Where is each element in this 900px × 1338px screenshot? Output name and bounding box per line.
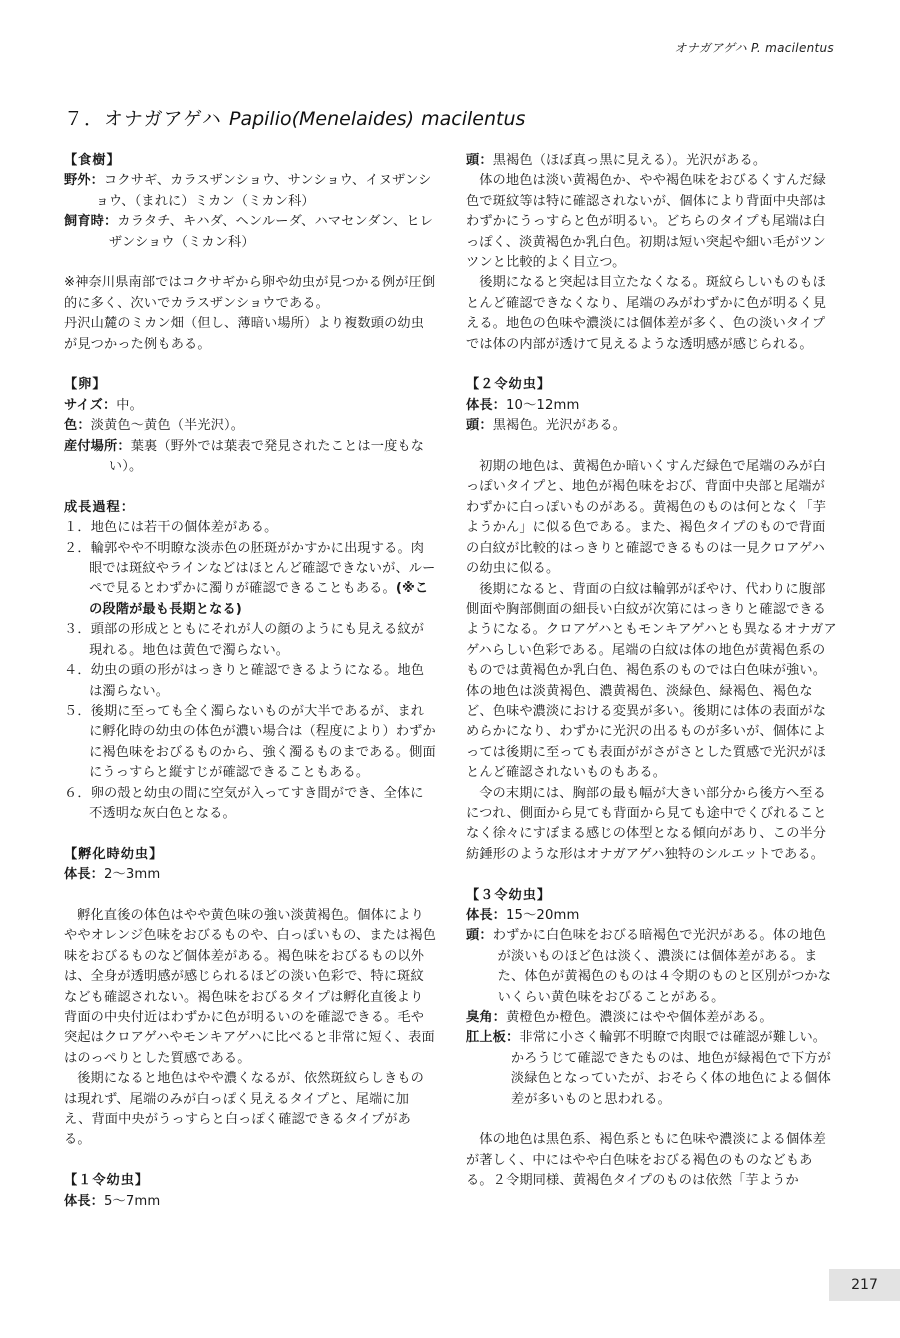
step-number: １． <box>64 520 91 536</box>
step-number: ６． <box>64 785 91 801</box>
growth-steps <box>64 518 436 824</box>
instar1-heading: 【１令幼虫】 <box>64 1173 150 1189</box>
egg-site-text: 葉裏（野外では葉表で発見されたことは一度もない）。 <box>108 438 425 475</box>
hatchling-paragraph-1: 孵化直後の体色はやや黄色味の強い淡黄褐色。個体によりややオレンジ色味をおびるものや、白っぽいもの、または褐色味をおびるものなど個体差がある。褐色味をおびるもの以外は、全身が透明感が感じられるほどの淡い色彩で、特に斑紋なども確認されない。褐色味をおびるタイプは孵化直後より背面の中央付近はわずかに色が明るいのを確認できる。毛や突起はクロアゲハやモンキアゲハに比べると非常に短く、表面はのっぺりとした質感である。 <box>64 907 436 1066</box>
food-plants-note-1: ※神奈川県南部ではコクサギから卵や幼虫が見つかる例が圧倒的に多く、次いでカラスザンショウである。 <box>64 275 436 311</box>
reared-label: 飼育時： <box>64 214 118 230</box>
growth-step <box>64 661 436 702</box>
reared-text: カラタチ、キハダ、ヘンルーダ、ハマセンダン、ヒレザンショウ（ミカン科） <box>108 214 434 250</box>
instar3-horn-label: 臭角： <box>466 1010 507 1026</box>
wild-text: コクサギ、カラスザンショウ、サンショウ、イヌザンショウ、（まれに）ミカン（ミカン科） <box>95 173 432 209</box>
egg-color-text: 淡黄色〜黄色（半光沢）。 <box>90 418 245 434</box>
instar1-length-label: 体長： <box>64 1193 105 1209</box>
title-species: macilentus <box>421 108 526 130</box>
hatchling-length-text: 2〜3mm <box>104 867 161 883</box>
running-head: オナガアゲハ P. macilentus <box>674 41 834 55</box>
egg-size <box>64 396 436 416</box>
egg-color <box>64 416 436 436</box>
egg-color-label: 色： <box>64 418 91 434</box>
growth-heading: 成長過程： <box>64 499 135 515</box>
growth-step <box>64 620 436 661</box>
instar3-plate-label: 肛上板： <box>466 1030 520 1046</box>
hatchling-length <box>64 865 436 885</box>
instar1-head <box>466 151 838 171</box>
instar2-paragraph-1: 初期の地色は、黄褐色か暗いくすんだ緑色で尾端のみが白っぽいタイプと、地色が褐色味をおび、背面中央部と尾端がわずかに白っぽいものがある。黄褐色のものは何となく「芋ようかん」に似る色である。また、褐色タイプのもので背面の白紋が比較的はっきりと確認できるものは一見クロアゲハの幼虫に似る。 <box>466 459 827 577</box>
instar3-osmeterium <box>466 1008 838 1028</box>
instar1-paragraph-2: 後期になると突起は目立たなくなる。斑紋らしいものもほとんど確認できなくなり、尾端のみがわずかに色が明るく見える。地色の色味や濃淡には個体差が多く、色の淡いタイプでは体の内部が透けて見えるような透明感が感じられる。 <box>466 275 827 352</box>
instar1-head-label: 頭： <box>466 153 493 168</box>
title-subgenus: (Menelaides) <box>291 108 415 130</box>
title-japanese-name: オナガアゲハ <box>104 108 222 130</box>
growth-step <box>64 702 436 784</box>
right-column <box>466 151 838 1192</box>
instar2-paragraph-3: 令の末期には、胸部の最も幅が大きい部分から後方へ至るにつれ、側面から見ても背面から見ても途中でくびれることなく徐々にすぼまる感じの体型となる傾向があり、この半分紡錘形のような形はオナガアゲハ独特のシルエットである。 <box>466 785 827 862</box>
instar2-head <box>466 416 838 436</box>
step-text: 地色には若干の個体差がある。 <box>90 520 278 536</box>
instar3-length <box>466 906 838 926</box>
instar2-head-label: 頭： <box>466 418 493 434</box>
instar3-length-text: 15〜20mm <box>506 907 580 923</box>
instar2-head-text: 黒褐色。光沢がある。 <box>492 418 627 434</box>
instar1-head-text: 黒褐色（ほぼ真っ黒に見える）。光沢がある。 <box>492 153 767 168</box>
wild-label: 野外： <box>64 173 105 189</box>
step-number: ４． <box>64 663 91 679</box>
instar1-length <box>64 1192 436 1212</box>
instar3-paragraph-1: 体の地色は黒色系、褐色系ともに色味や濃淡による個体差が著しく、中にはやや白色味をおびる褐色のものなどもある。２令期同様、黄褐色タイプのものは依然「芋ようか <box>466 1132 826 1189</box>
step-number: ５． <box>64 703 91 719</box>
title-number: ７． <box>64 108 105 130</box>
instar3-horn-text: 黄橙色か橙色。濃淡にはやや個体差がある。 <box>506 1010 773 1026</box>
instar3-head-text: わずかに白色味をおびる暗褐色で光沢がある。体の地色が淡いものほど色は淡く、濃淡には個体差がある。また、体色が黄褐色のものは４令期のものと区別がつかないくらい黄色味をおびることがある。 <box>492 928 832 1005</box>
step-number: ３． <box>64 622 91 638</box>
step-text: 幼虫の頭の形がはっきりと確認できるようになる。地色は濁らない。 <box>89 663 425 699</box>
step-text: 卵の殻と幼虫の間に空気が入ってすき間ができ、全体に不透明な灰白色となる。 <box>89 785 424 821</box>
instar3-head <box>466 926 838 1008</box>
egg-size-label: サイズ： <box>64 397 117 413</box>
egg-site <box>64 437 436 478</box>
instar2-length-label: 体長： <box>466 397 507 413</box>
instar2-paragraph-2: 後期になると、背面の白紋は輪郭がぼやけ、代わりに腹部側面や胸部側面の細長い白紋が次第にはっきりと確認できるようになる。クロアゲハともモンキアゲハとも異なるオナガアゲハらしい色彩である。尾端の白紋は体の地色が黄褐色系のものでは黄褐色か乳白色、褐色系のものでは白色味が強い。体の地色は淡黄褐色、濃黄褐色、淡緑色、緑褐色、褐色など、色味や濃淡における変異が多い。後期には体の表面がなめらかになり、わずかに光沢の出るものが多いが、個体によっては後期に至っても表面ががさがさとした質感で光沢がほとんど確認されないものもある。 <box>466 581 837 781</box>
food-plants-wild <box>64 171 436 212</box>
instar1-length-text: 5〜7mm <box>104 1193 161 1209</box>
instar2-heading: 【２令幼虫】 <box>466 377 552 393</box>
step-text: 頭部の形成とともにそれが人の顔のようにも見える紋が現れる。地色は黄色で濁らない。 <box>89 622 425 658</box>
growth-step <box>64 784 436 825</box>
title-genus: Papilio <box>228 108 292 130</box>
instar1-paragraph-1: 体の地色は淡い黄褐色か、やや褐色味をおびるくすんだ緑色で斑紋等は特に確認されないが、個体により背面中央部はわずかにうっすらと色が明るい。どちらのタイプも尾端は白っぽく、淡黄褐色か乳白色。初期は短い突起や細い毛がツンツンと比較的よく目立つ。 <box>466 173 827 271</box>
page-title <box>64 104 525 131</box>
instar2-length <box>466 396 838 416</box>
left-column <box>64 151 436 1212</box>
growth-step <box>64 518 436 538</box>
page-number: 217 <box>829 1269 900 1301</box>
instar3-plate-text: 非常に小さく輪郭不明瞭で肉眼では確認が難しい。かろうじて確認できたものは、地色が緑褐色で下方が淡緑色となっていたが、おそらく体の地色による個体差が多いものと思われる。 <box>510 1030 831 1107</box>
instar3-length-label: 体長： <box>466 907 507 923</box>
instar3-anal-plate <box>466 1028 838 1110</box>
hatchling-heading: 【孵化時幼虫】 <box>64 846 164 862</box>
food-plants-reared <box>64 212 436 253</box>
step-emphasis: (※この段階が最も長期となる) <box>89 581 429 617</box>
step-text: 後期に至っても全く濁らないものが大半であるが、まれに孵化時の幼虫の体色が濃い場合は（程度により）わずかに褐色味をおびるものから、強く濁るものまである。側面にうっすらと縦すじが確認できることもある。 <box>89 703 436 781</box>
egg-site-label: 産付場所： <box>64 438 131 454</box>
instar2-length-text: 10〜12mm <box>506 397 580 413</box>
growth-step <box>64 539 436 621</box>
instar3-head-label: 頭： <box>466 928 493 944</box>
step-text: 輪郭やや不明瞭な淡赤色の胚斑がかすかに出現する。肉眼では斑紋やラインなどはほとんど確認できないが、ルーペで見るとわずかに濁りが確認できることもある。 <box>89 540 436 597</box>
hatchling-paragraph-2: 後期になると地色はやや濃くなるが、依然斑紋らしきものは現れず、尾端のみが白っぽく見えるタイプと、尾端に加え、背面中央がうっすらと白っぽく確認できるタイプがある。 <box>64 1071 424 1148</box>
step-number: ２． <box>64 540 91 556</box>
egg-size-text: 中。 <box>116 397 143 413</box>
egg-heading: 【卵】 <box>64 377 107 393</box>
hatchling-length-label: 体長： <box>64 867 105 883</box>
food-plants-heading: 【食樹】 <box>64 153 121 168</box>
food-plants-note-2: 丹沢山麓のミカン畑（但し、薄暗い場所）より複数頭の幼虫が見つかった例もある。 <box>64 316 425 352</box>
instar3-heading: 【３令幼虫】 <box>466 887 552 903</box>
